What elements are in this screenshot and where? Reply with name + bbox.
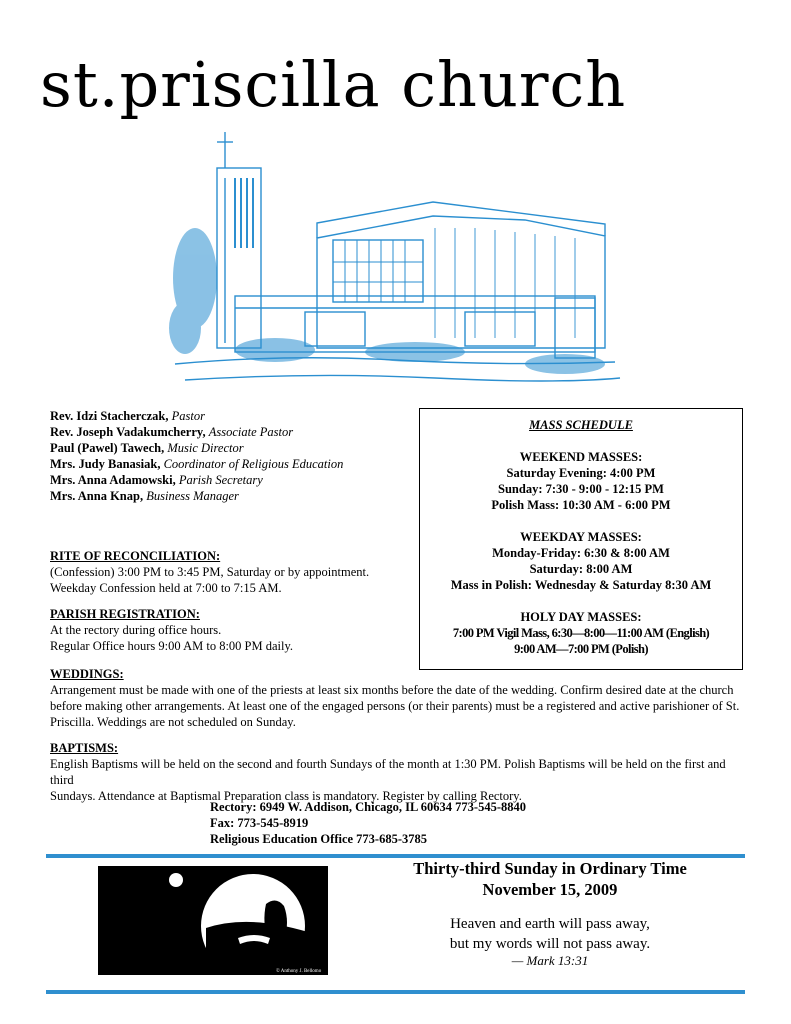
staff-entry: Mrs. Anna Knap, Business Manager	[50, 489, 239, 503]
rectory-address: Rectory: 6949 W. Addison, Chicago, IL 60634 773-545-8840	[210, 800, 526, 814]
mass-schedule-title: MASS SCHEDULE	[529, 418, 633, 432]
section-line: Arrangement must be made with one of the priests at least six months before the date of the wedding. Confirm desired date at the church	[50, 683, 734, 697]
sunday-block	[360, 858, 740, 968]
verse-line: but my words will not pass away.	[449, 936, 651, 952]
religious-ed-phone: Religious Education Office 773-685-3785	[210, 832, 428, 846]
section-line: Priscilla. Weddings are not scheduled on Sunday.	[50, 715, 296, 729]
weekend-heading: WEEKEND MASSES:	[519, 450, 643, 464]
contact-info	[210, 799, 526, 847]
section-heading: WEDDINGS:	[50, 667, 124, 681]
night-scene-illustration	[98, 866, 328, 975]
fax-number: Fax: 773-545-8919	[210, 816, 309, 830]
baptisms-section	[50, 740, 750, 804]
holy-day-masses	[420, 609, 742, 657]
registration-section	[50, 606, 293, 654]
weekday-masses	[420, 529, 742, 593]
staff-entry: Rev. Idzi Stacherczak, Pastor	[50, 409, 205, 423]
section-heading: PARISH REGISTRATION:	[50, 607, 200, 621]
page-title: st.priscilla church	[40, 48, 627, 121]
staff-list	[50, 408, 410, 504]
reconciliation-section	[50, 548, 369, 596]
holy-day-heading: HOLY DAY MASSES:	[520, 610, 642, 624]
divider-bottom	[46, 990, 745, 994]
schedule-line: Sunday: 7:30 - 9:00 - 12:15 PM	[498, 482, 664, 496]
section-line: Sundays. Attendance at Baptismal Preparation class is mandatory. Register by calling Rectory.	[50, 789, 522, 803]
weekday-heading: WEEKDAY MASSES:	[520, 530, 642, 544]
schedule-line: 7:00 PM Vigil Mass, 6:30—8:00—11:00 AM (English)	[452, 626, 710, 640]
verse-reference: — Mark 13:31	[511, 953, 589, 968]
weddings-section	[50, 666, 750, 730]
liturgical-title: Thirty-third Sunday in Ordinary Time	[413, 859, 687, 878]
section-heading: RITE OF RECONCILIATION:	[50, 549, 221, 563]
section-line: Weekday Confession held at 7:00 to 7:15 AM.	[50, 581, 282, 595]
schedule-line: Polish Mass: 10:30 AM - 6:00 PM	[491, 498, 671, 512]
schedule-line: 9:00 AM—7:00 PM (Polish)	[514, 642, 648, 656]
staff-entry: Rev. Joseph Vadakumcherry, Associate Pastor	[50, 425, 294, 439]
section-line: At the rectory during office hours.	[50, 623, 222, 637]
section-line: before making other arrangements. At least one of the engaged persons (or their parents) must be a registered and active parishioner of St.	[50, 699, 740, 713]
liturgical-date: November 15, 2009	[482, 880, 618, 899]
schedule-line: Mass in Polish: Wednesday & Saturday 8:30 AM	[450, 578, 712, 592]
staff-entry: Mrs. Judy Banasiak, Coordinator of Religious Education	[50, 457, 344, 471]
section-heading: BAPTISMS:	[50, 741, 119, 755]
staff-entry: Mrs. Anna Adamowski, Parish Secretary	[50, 473, 263, 487]
section-line: Regular Office hours 9:00 AM to 8:00 PM daily.	[50, 639, 294, 653]
church-illustration	[165, 128, 625, 400]
art-credit: © Anthony J. Bellomo	[276, 969, 322, 974]
schedule-line: Saturday: 8:00 AM	[529, 562, 633, 576]
staff-entry: Paul (Pawel) Tawech, Music Director	[50, 441, 244, 455]
schedule-line: Monday-Friday: 6:30 & 8:00 AM	[492, 546, 670, 560]
verse-line: Heaven and earth will pass away,	[450, 916, 650, 932]
schedule-line: Saturday Evening: 4:00 PM	[506, 466, 656, 480]
weekend-masses	[420, 449, 742, 513]
section-line: (Confession) 3:00 PM to 3:45 PM, Saturday or by appointment.	[50, 565, 370, 579]
mass-schedule-box	[419, 408, 743, 670]
section-line: English Baptisms will be held on the second and fourth Sundays of the month at 1:30 PM. Polish Baptisms will be held on the first and third	[50, 757, 726, 787]
